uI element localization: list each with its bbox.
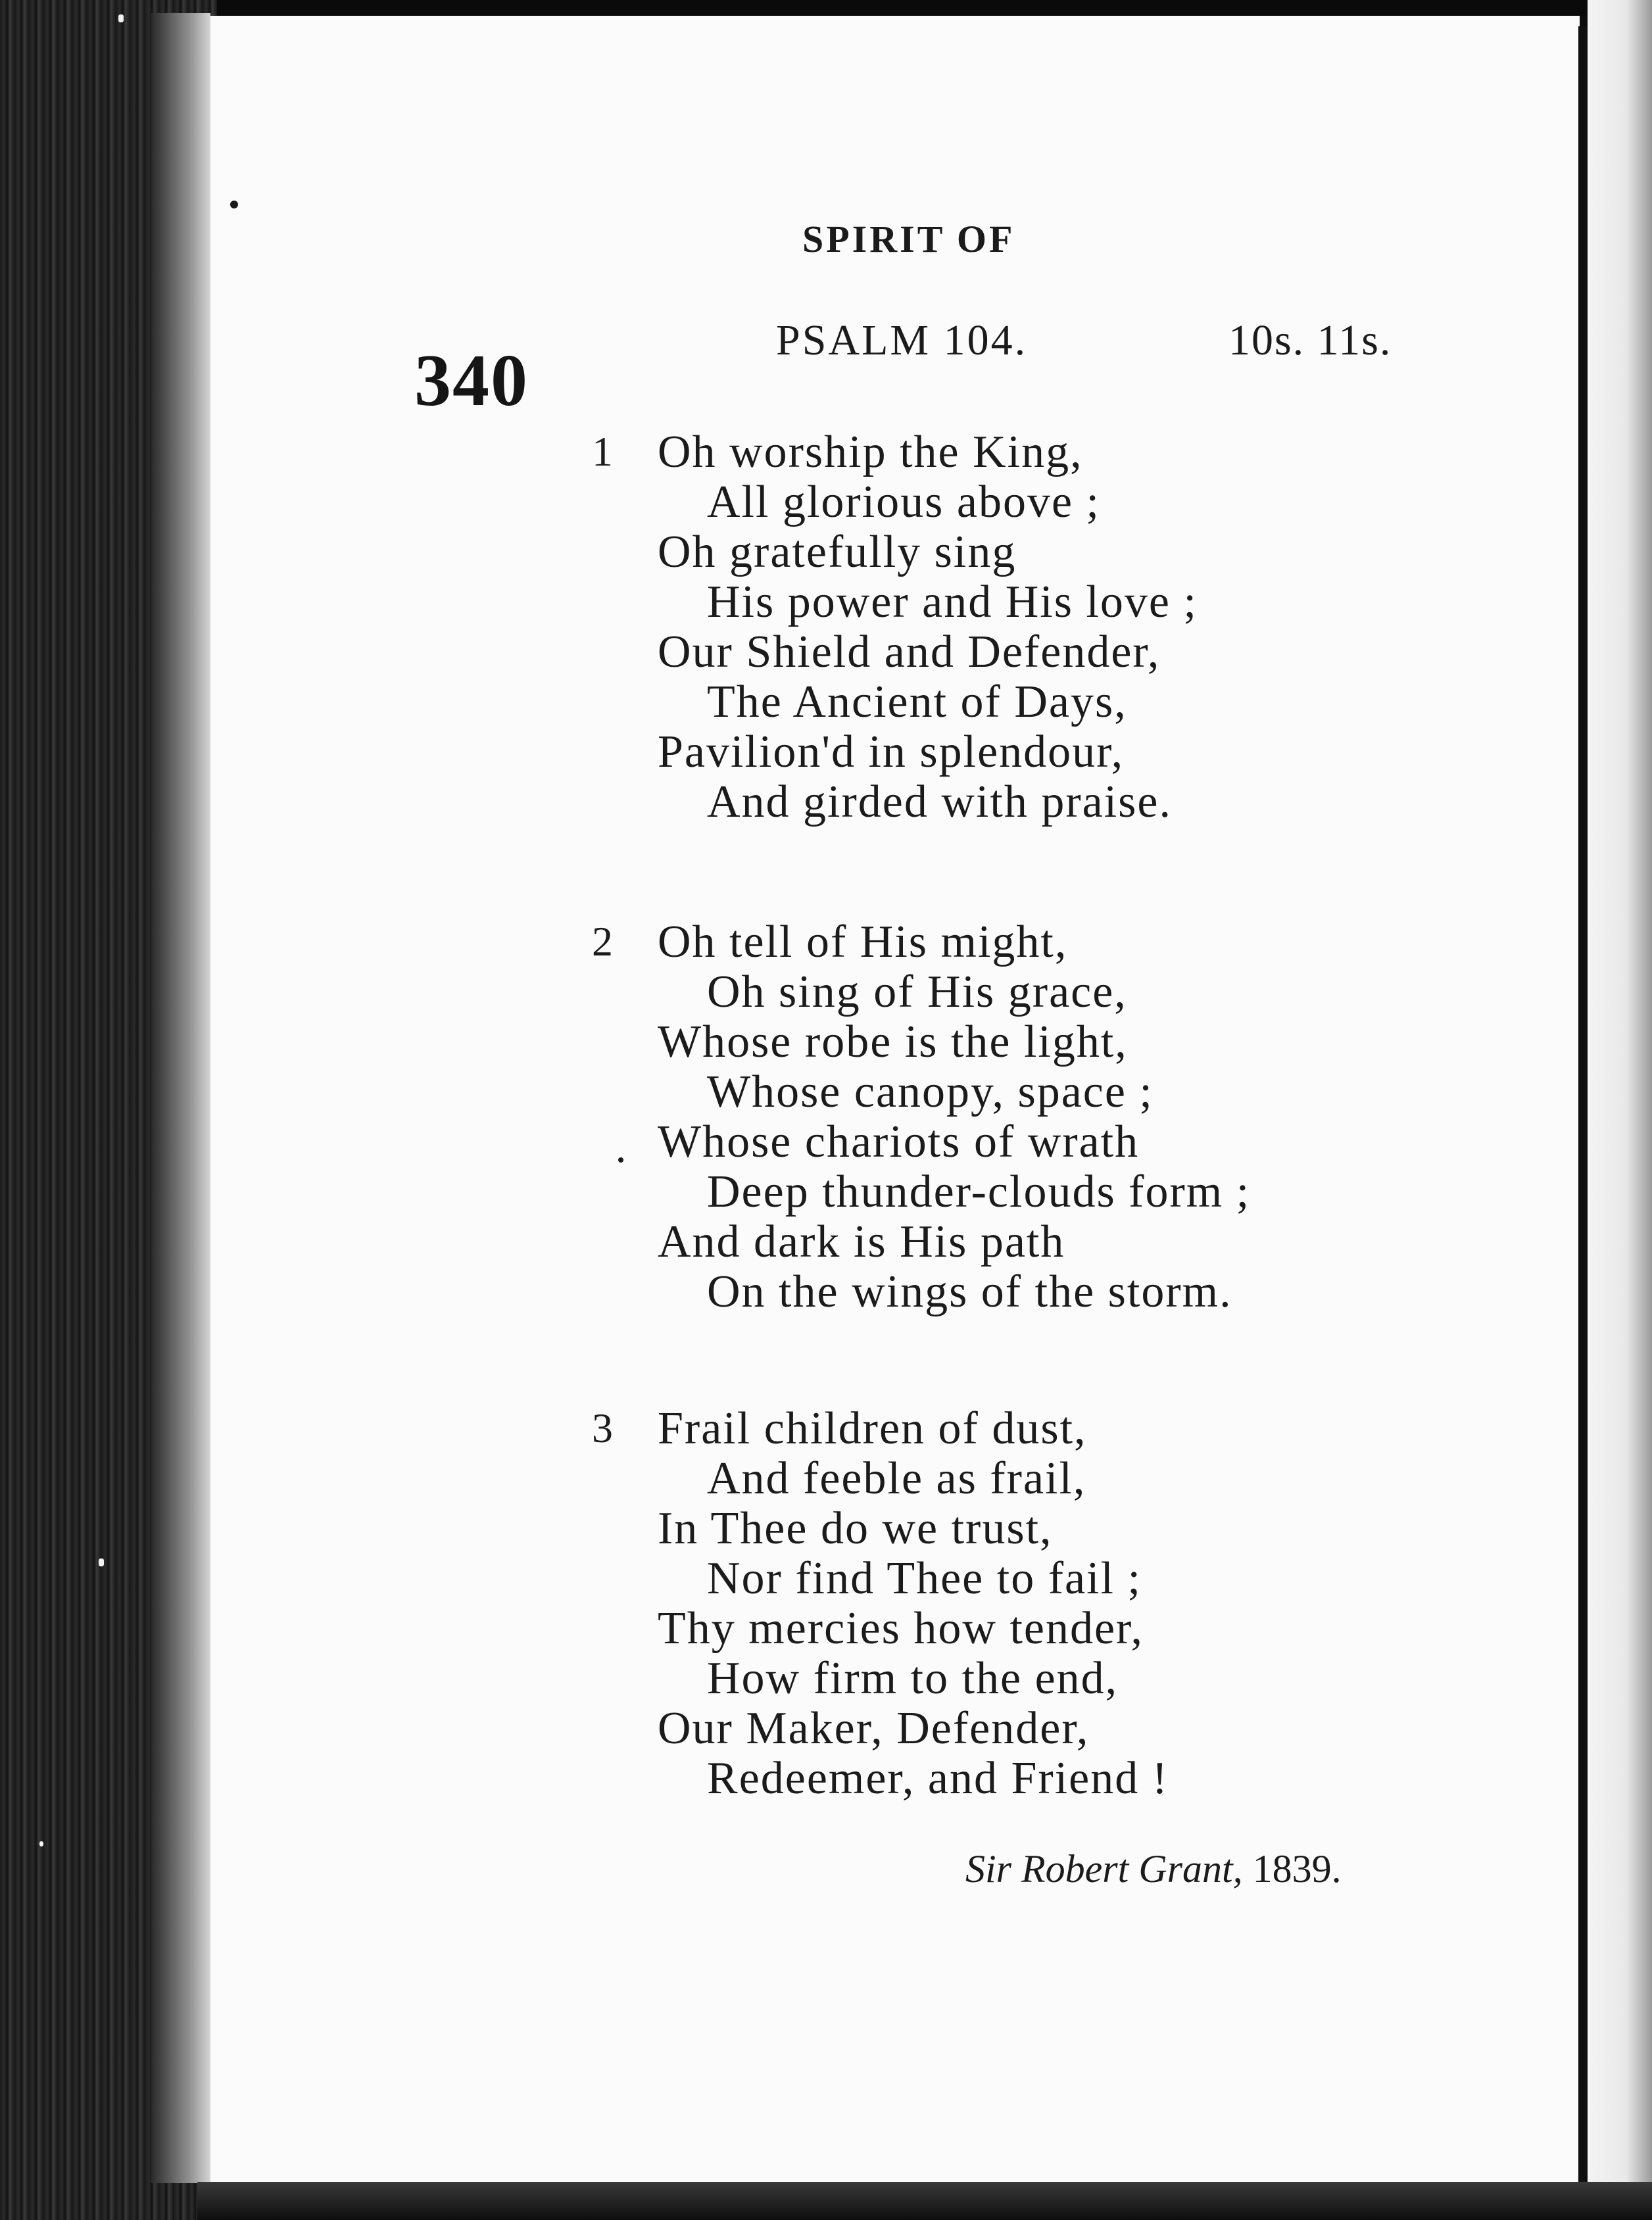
verse-lines [658, 427, 1198, 827]
verse-line: Whose chariots of wrath [658, 1117, 1140, 1167]
verse-line: Whose robe is the light, [658, 1017, 1128, 1067]
spine-speck [39, 1841, 43, 1846]
tune-title: PSALM 104. [776, 316, 1028, 364]
verse-line: His power and His love ; [707, 577, 1198, 627]
running-head: SPIRIT OF [802, 218, 1015, 260]
verse-line: Nor find Thee to fail ; [707, 1553, 1142, 1604]
ink-speck [230, 201, 238, 208]
page-edge-shadow [151, 13, 210, 2183]
verse-line: Oh sing of His grace, [707, 967, 1127, 1017]
hymn-number: 340 [414, 340, 529, 422]
meter: 10s. 11s. [1228, 316, 1392, 364]
scan-top-edge [0, 0, 1652, 16]
verse-line: And dark is His path [658, 1217, 1065, 1267]
spine-speck [99, 1558, 104, 1566]
verse-line: Redeemer, and Friend ! [707, 1753, 1169, 1804]
verse-line: On the wings of the storm. [707, 1267, 1232, 1317]
verse-number: 1 [592, 428, 613, 475]
spine-speck [118, 14, 124, 22]
verse-lines [658, 917, 1250, 1317]
verse-line: Deep thunder-clouds form ; [707, 1167, 1251, 1217]
verse-line: The Ancient of Days, [707, 677, 1127, 727]
verse-line: Our Maker, Defender, [658, 1703, 1090, 1754]
verse-number: 2 [592, 918, 613, 965]
gutter-rule [1578, 26, 1588, 2196]
attribution [965, 1846, 1342, 1892]
author-year: 1839. [1252, 1847, 1342, 1891]
verse-line: And girded with praise. [707, 777, 1172, 827]
verse-line: And feeble as frail, [707, 1453, 1086, 1504]
verse-lines [658, 1404, 1169, 1804]
author-name: Sir Robert Grant, [965, 1847, 1243, 1891]
verse-line: Whose canopy, space ; [707, 1067, 1154, 1117]
verse-line: Our Shield and Defender, [658, 627, 1161, 677]
verse-line: In Thee do we trust, [658, 1503, 1053, 1554]
verse-line: All glorious above ; [707, 477, 1100, 527]
facing-page-edge [1588, 0, 1652, 2220]
verse-line: Frail children of dust, [658, 1403, 1087, 1454]
scan-bottom-edge [197, 2182, 1652, 2220]
verse-number: 3 [592, 1405, 613, 1451]
ink-speck [618, 1157, 623, 1163]
verse-line: Thy mercies how tender, [658, 1603, 1144, 1654]
verse-line: Pavilion'd in splendour, [658, 727, 1125, 777]
verse-line: Oh worship the King, [658, 427, 1083, 477]
book-spine [0, 0, 217, 2220]
verse-line: Oh tell of His might, [658, 917, 1068, 967]
verse-line: How firm to the end, [707, 1653, 1119, 1704]
verse-line: Oh gratefully sing [658, 527, 1017, 577]
